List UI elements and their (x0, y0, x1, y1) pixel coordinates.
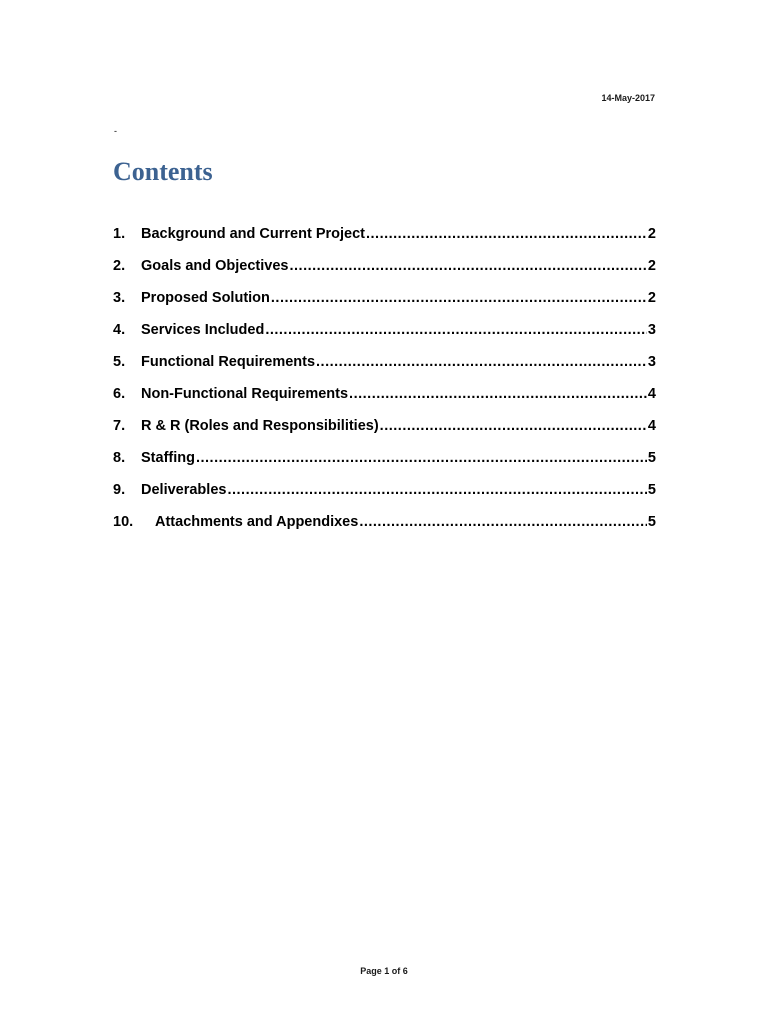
toc-entry-number: 3. (113, 290, 126, 306)
toc-entry-services[interactable] (113, 322, 656, 354)
toc-dot-leader (316, 354, 647, 370)
toc-entry-title: Attachments and Appendixes (155, 514, 359, 530)
toc-entry-title: Non-Functional Requirements (141, 386, 349, 402)
toc-entry-title: Background and Current Project (141, 226, 365, 242)
toc-entry-title: Functional Requirements (141, 354, 316, 370)
toc-entry-number: 2. (113, 258, 126, 274)
toc-entry-number: 8. (113, 450, 126, 466)
toc-entry-staffing[interactable] (113, 450, 656, 482)
toc-list (113, 226, 656, 546)
toc-entry-page: 3 (647, 354, 656, 370)
toc-entry-attachments[interactable] (113, 514, 656, 546)
toc-dot-leader (265, 322, 647, 338)
toc-entry-page: 5 (647, 514, 656, 530)
toc-entry-number: 5. (113, 354, 126, 370)
toc-entry-title: Staffing (141, 450, 195, 466)
toc-entry-title: Proposed Solution (141, 290, 270, 306)
toc-entry-page: 4 (647, 386, 656, 402)
footer-page-number: Page 1 of 6 (360, 966, 408, 976)
toc-dot-leader (359, 514, 647, 530)
toc-entry-page: 3 (647, 322, 656, 338)
toc-entry-number: 10. (113, 514, 134, 530)
toc-entry-proposed-solution[interactable] (113, 290, 656, 322)
toc-entry-goals[interactable] (113, 258, 656, 290)
toc-entry-deliverables[interactable] (113, 482, 656, 514)
toc-dot-leader (271, 290, 647, 306)
toc-entry-number: 1. (113, 226, 126, 242)
toc-entry-page: 2 (647, 290, 656, 306)
toc-dot-leader (366, 226, 647, 242)
toc-entry-number: 7. (113, 418, 126, 434)
toc-entry-page: 4 (647, 418, 656, 434)
toc-entry-page: 5 (647, 482, 656, 498)
toc-entry-title: Deliverables (141, 482, 227, 498)
header-date: 14-May-2017 (601, 93, 655, 103)
toc-dot-leader (227, 482, 646, 498)
header-mark: - (114, 126, 117, 136)
toc-entry-number: 6. (113, 386, 126, 402)
toc-entry-number: 4. (113, 322, 126, 338)
toc-entry-title: R & R (Roles and Responsibilities) (141, 418, 379, 434)
toc-entry-title: Services Included (141, 322, 265, 338)
toc-entry-roles[interactable] (113, 418, 656, 450)
toc-entry-title: Goals and Objectives (141, 258, 289, 274)
toc-dot-leader (196, 450, 647, 466)
toc-entry-page: 2 (647, 258, 656, 274)
toc-entry-page: 5 (647, 450, 656, 466)
toc-dot-leader (349, 386, 647, 402)
toc-dot-leader (380, 418, 647, 434)
toc-entry-background[interactable] (113, 226, 656, 258)
toc-entry-non-functional-requirements[interactable] (113, 386, 656, 418)
toc-dot-leader (289, 258, 646, 274)
toc-entry-page: 2 (647, 226, 656, 242)
toc-entry-number: 9. (113, 482, 126, 498)
toc-entry-functional-requirements[interactable] (113, 354, 656, 386)
toc-title: Contents (113, 157, 213, 186)
